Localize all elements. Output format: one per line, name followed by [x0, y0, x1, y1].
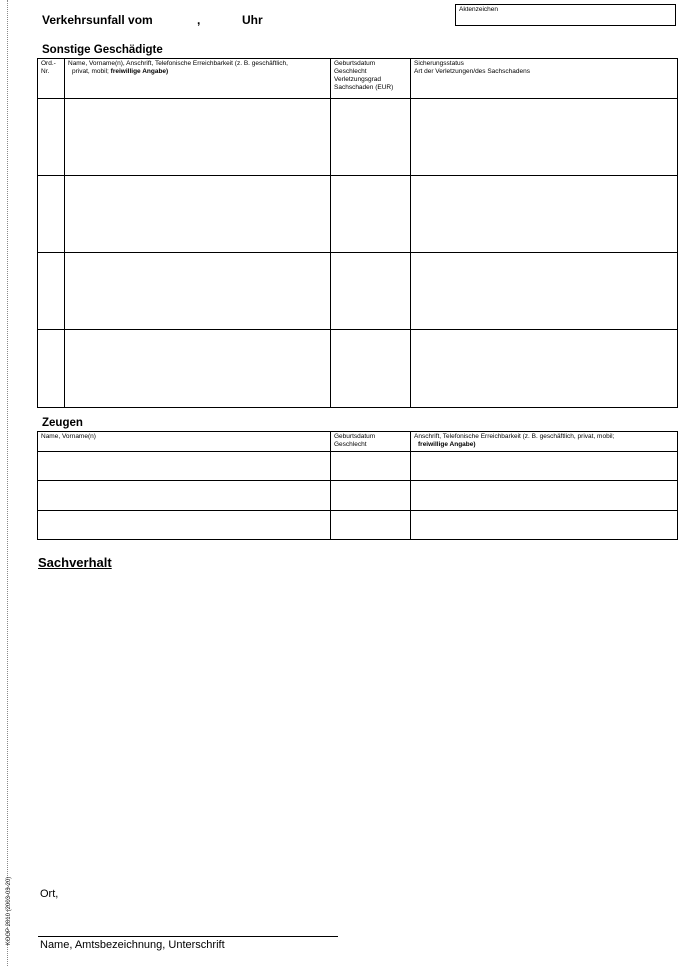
cell-ordnr[interactable] [38, 330, 65, 408]
geschaedigte-table [37, 58, 678, 408]
cell-zeuge-name[interactable] [38, 511, 331, 540]
cell-geburtsdatum[interactable] [331, 253, 411, 330]
sachverhalt-heading: Sachverhalt [38, 555, 112, 570]
cell-ordnr[interactable] [38, 99, 65, 176]
zeugen-table [37, 431, 678, 540]
signature-line[interactable] [38, 936, 338, 937]
title-comma: , [197, 13, 201, 27]
cell-zeuge-anschrift[interactable] [411, 481, 678, 511]
zeugen-row [38, 452, 678, 481]
cell-name[interactable] [65, 176, 331, 253]
zeugen-header-row [38, 432, 678, 452]
col-zeuge-geburtsdatum: Geburtsdatum Geschlecht [331, 432, 411, 452]
cell-geburtsdatum[interactable] [331, 99, 411, 176]
cell-zeuge-anschrift[interactable] [411, 511, 678, 540]
ort-label: Ort, [40, 888, 59, 900]
zeugen-heading: Zeugen [42, 417, 83, 429]
col-geburtsdatum: Geburtsdatum Geschlecht Verletzungsgrad Sachschaden (EUR) [331, 59, 411, 99]
cell-zeuge-name[interactable] [38, 452, 331, 481]
col-zeuge-anschrift: Anschrift, Telefonische Erreichbarkeit (z. B. geschäftlich, privat, mobil; freiwillige Angabe) [411, 432, 678, 452]
geschaedigte-row [38, 176, 678, 253]
cell-ordnr[interactable] [38, 253, 65, 330]
aktenzeichen-label: Aktenzeichen [459, 6, 499, 13]
geschaedigte-row [38, 330, 678, 408]
cell-status[interactable] [411, 176, 678, 253]
cell-zeuge-geburtsdatum[interactable] [331, 481, 411, 511]
geschaedigte-header-row [38, 59, 678, 99]
cell-name[interactable] [65, 330, 331, 408]
cell-geburtsdatum[interactable] [331, 330, 411, 408]
zeugen-row [38, 511, 678, 540]
title-time-suffix: Uhr [242, 13, 263, 27]
col-name: Name, Vorname(n), Anschrift, Telefonische Erreichbarkeit (z. B. geschäftlich, privat, mobil; freiwillige Angabe) [65, 59, 331, 99]
cell-zeuge-anschrift[interactable] [411, 452, 678, 481]
col-zeuge-name: Name, Vorname(n) [38, 432, 331, 452]
signature-label: Name, Amtsbezeichnung, Unterschrift [40, 939, 225, 951]
fold-dotted-line [7, 0, 8, 966]
cell-status[interactable] [411, 99, 678, 176]
cell-ordnr[interactable] [38, 176, 65, 253]
cell-zeuge-geburtsdatum[interactable] [331, 511, 411, 540]
cell-name[interactable] [65, 99, 331, 176]
col-sicherungsstatus: Sicherungsstatus Art der Verletzungen/des Sachschadens [411, 59, 678, 99]
geschaedigte-row [38, 99, 678, 176]
cell-status[interactable] [411, 253, 678, 330]
cell-zeuge-geburtsdatum[interactable] [331, 452, 411, 481]
geschaedigte-row [38, 253, 678, 330]
title-prefix: Verkehrsunfall vom [42, 13, 153, 27]
cell-status[interactable] [411, 330, 678, 408]
cell-geburtsdatum[interactable] [331, 176, 411, 253]
zeugen-row [38, 481, 678, 511]
form-code: KOOP 2010 (2003-03-20) [6, 876, 12, 946]
sachverhalt-text-area[interactable] [38, 576, 676, 876]
col-ordnr: Ord.- Nr. [38, 59, 65, 99]
cell-zeuge-name[interactable] [38, 481, 331, 511]
cell-name[interactable] [65, 253, 331, 330]
aktenzeichen-field[interactable] [455, 4, 676, 26]
geschaedigte-heading: Sonstige Geschädigte [42, 44, 163, 56]
